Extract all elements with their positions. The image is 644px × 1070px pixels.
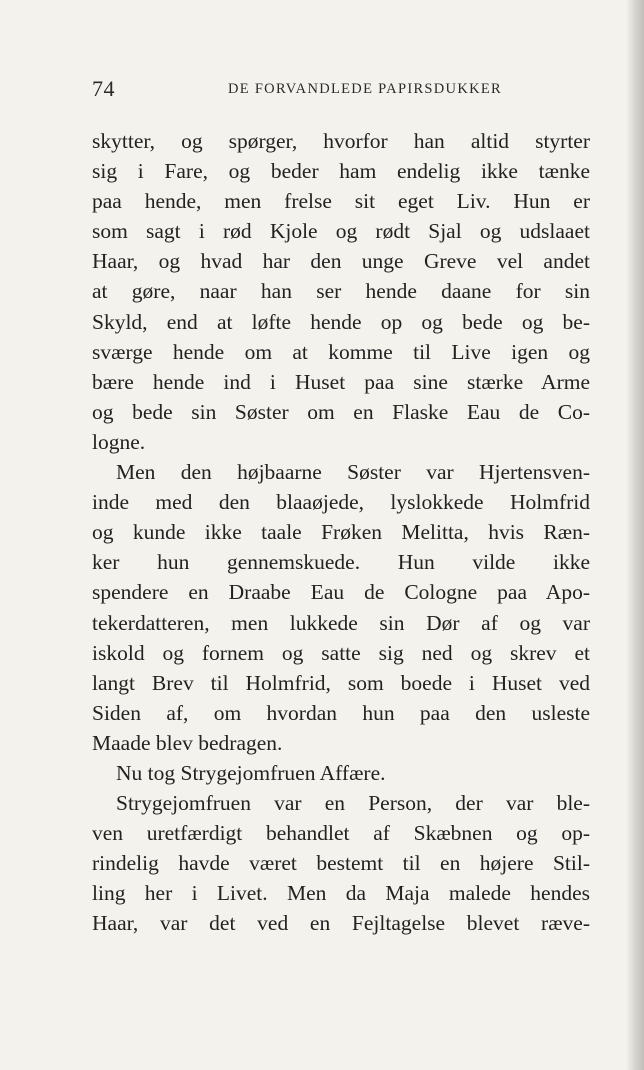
text-line: Men den højbaarne Søster var Hjertensven- xyxy=(116,460,590,485)
text-line: inde med den blaaøjede, lyslokkede Holmfrid xyxy=(92,490,590,515)
text-line: iskold og fornem og satte sig ned og skrev et xyxy=(92,640,590,665)
text-line: Maade blev bedragen. xyxy=(92,730,283,755)
running-head xyxy=(92,76,502,100)
text-line: ven uretfærdigt behandlet af Skæbnen og op- xyxy=(92,821,590,846)
text-line: ling her i Livet. Men da Maja malede hendes xyxy=(92,881,590,906)
text-line: langt Brev til Holmfrid, som boede i Huset ved xyxy=(92,670,590,695)
body-text xyxy=(92,126,590,939)
text-line: Siden af, om hvordan hun paa den usleste xyxy=(92,700,590,725)
book-title: DE FORVANDLEDE PAPIRSDUKKER xyxy=(227,81,502,97)
text-line: Haar, og hvad har den unge Greve vel andet xyxy=(92,249,590,274)
text-line: Nu tog Strygejomfruen Affære. xyxy=(116,760,386,785)
page-edge-shadow xyxy=(626,0,644,1070)
page-number: 74 xyxy=(92,76,115,101)
text-line: rindelig havde været bestemt til en højere Stil- xyxy=(92,851,590,876)
text-line: paa hende, men frelse sit eget Liv. Hun er xyxy=(92,189,590,214)
text-line: skytter, og spørger, hvorfor han altid styrter xyxy=(92,129,590,153)
text-line: at gøre, naar han ser hende daane for sin xyxy=(92,279,590,304)
text-line: som sagt i rød Kjole og rødt Sjal og udslaaet xyxy=(92,219,590,244)
text-line: sig i Fare, og beder ham endelig ikke tænke xyxy=(92,159,590,184)
text-line: bære hende ind i Huset paa sine stærke Arme xyxy=(92,369,590,394)
text-line: spendere en Draabe Eau de Cologne paa Apo- xyxy=(92,580,590,605)
text-line: Haar, var det ved en Fejltagelse blevet ræve- xyxy=(92,911,590,936)
text-line: logne. xyxy=(92,429,146,454)
text-line: Skyld, end at løfte hende op og bede og be- xyxy=(92,309,590,334)
text-line: og bede sin Søster om en Flaske Eau de Co- xyxy=(92,399,590,424)
text-line: Strygejomfruen var en Person, der var ble- xyxy=(116,791,590,816)
text-line: tekerdatteren, men lukkede sin Dør af og var xyxy=(92,610,590,635)
text-line: ker hun gennemskuede. Hun vilde ikke xyxy=(92,550,590,575)
text-line: sværge hende om at komme til Live igen og xyxy=(92,339,590,364)
text-line: og kunde ikke taale Frøken Melitta, hvis Ræn- xyxy=(92,520,590,545)
